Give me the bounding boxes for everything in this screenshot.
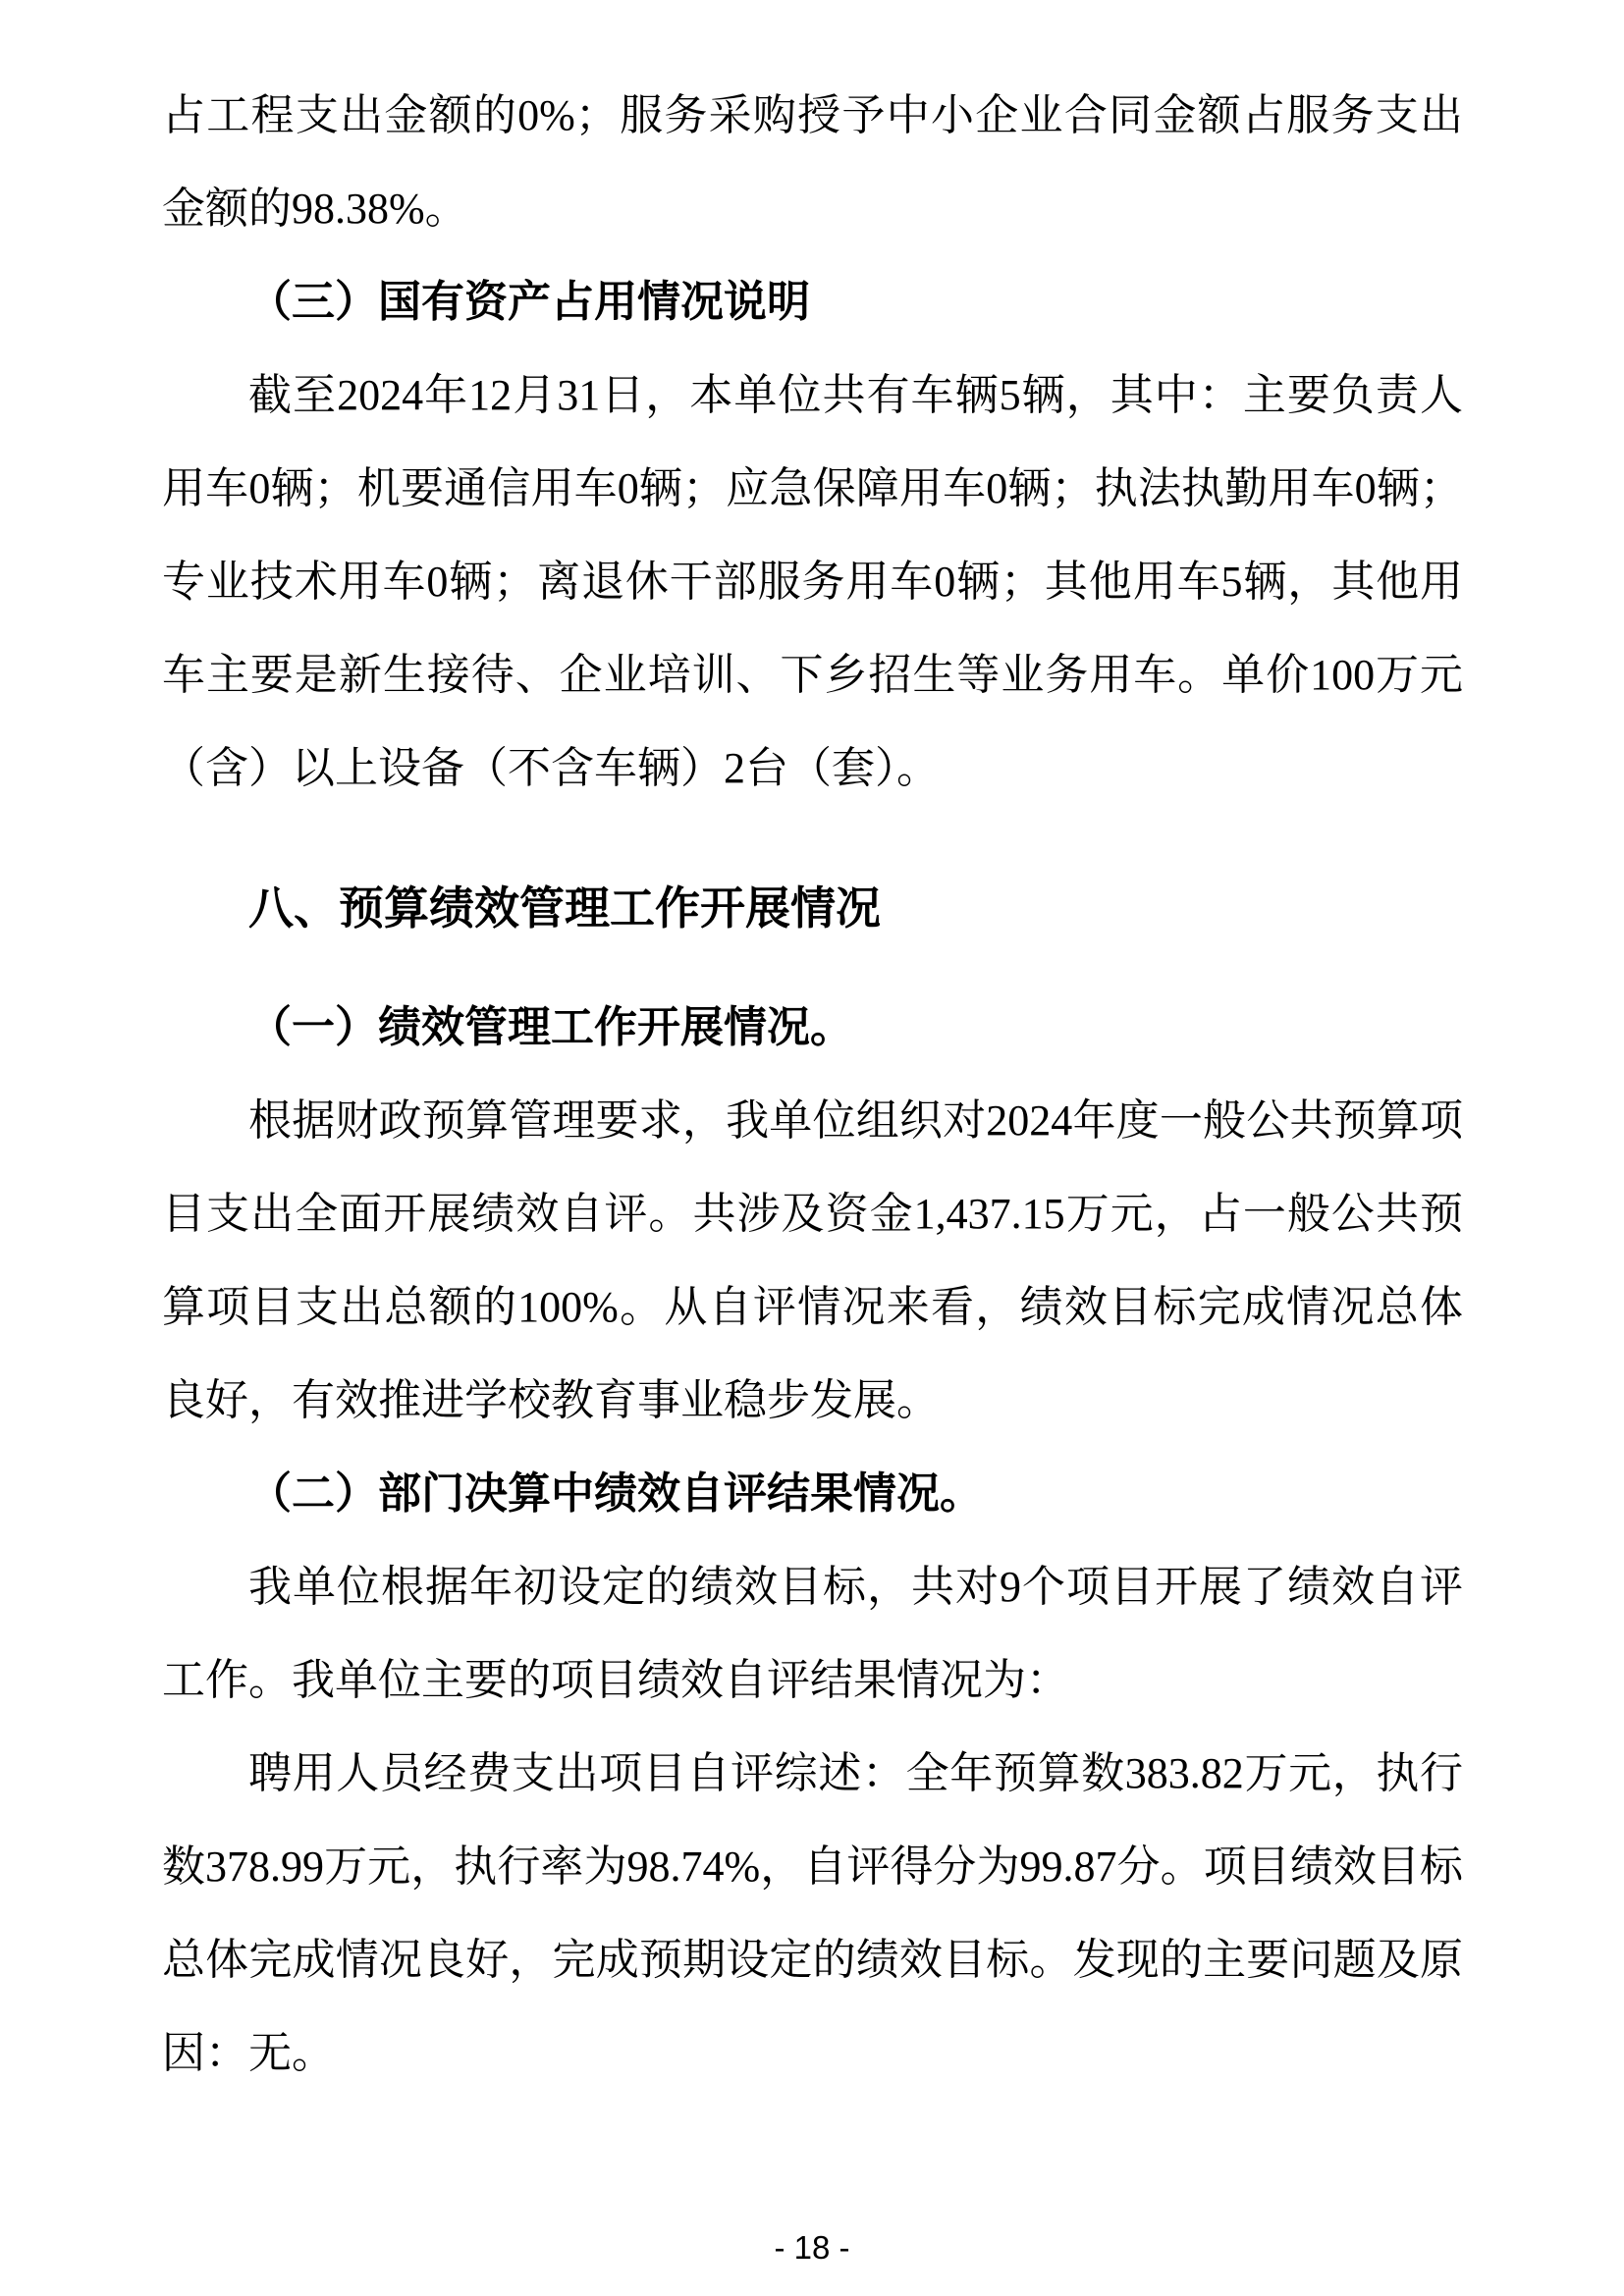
heading-chapter-8-budget-performance: 八、预算绩效管理工作开展情况 [248, 882, 881, 934]
heading-section-3-state-assets: （三）国有资产占用情况说明 [248, 278, 810, 326]
heading-subsection-2-self-evaluation-results: （二）部门决算中绩效自评结果情况。 [248, 1469, 983, 1518]
paragraph-vehicles-and-equipment: 截至2024年12月31日，本单位共有车辆5辆，其中：主要负责人用车0辆；机要通信用车0辆；应急保障用车0辆；执法执勤用车0辆；专业技术用车0辆；离退休干部服务用车0辆；其他用车5辆，其他用车主要是新生接待、企业培训、下乡招生等业务用车。单价100万元（含）以上设备（不含车辆）2台（套）。 [162, 371, 1463, 792]
page-number: - 18 - [774, 2229, 850, 2266]
heading-subsection-1-performance-management: （一）绩效管理工作开展情况。 [248, 1003, 853, 1051]
paragraph-project-self-evaluation-detail: 聘用人员经费支出项目自评综述：全年预算数383.82万元，执行数378.99万元，执行率为98.74%，自评得分为99.87分。项目绩效目标总体完成情况良好，完成预期设定的绩效目标。发现的主要问题及原因：无。 [162, 1749, 1463, 2077]
paragraph-procurement-overflow: 占工程支出金额的0%；服务采购授予中小企业合同金额占服务支出金额的98.38%。 [162, 91, 1463, 233]
paragraph-performance-self-evaluation: 根据财政预算管理要求，我单位组织对2024年度一般公共预算项目支出全面开展绩效自评。共涉及资金1,437.15万元，占一般公共预算项目支出总额的100%。从自评情况来看，绩效目标完成情况总体良好，有效推进学校教育事业稳步发展。 [162, 1096, 1463, 1424]
paragraph-self-evaluation-intro: 我单位根据年初设定的绩效目标，共对9个项目开展了绩效自评工作。我单位主要的项目绩效自评结果情况为： [162, 1563, 1463, 1704]
